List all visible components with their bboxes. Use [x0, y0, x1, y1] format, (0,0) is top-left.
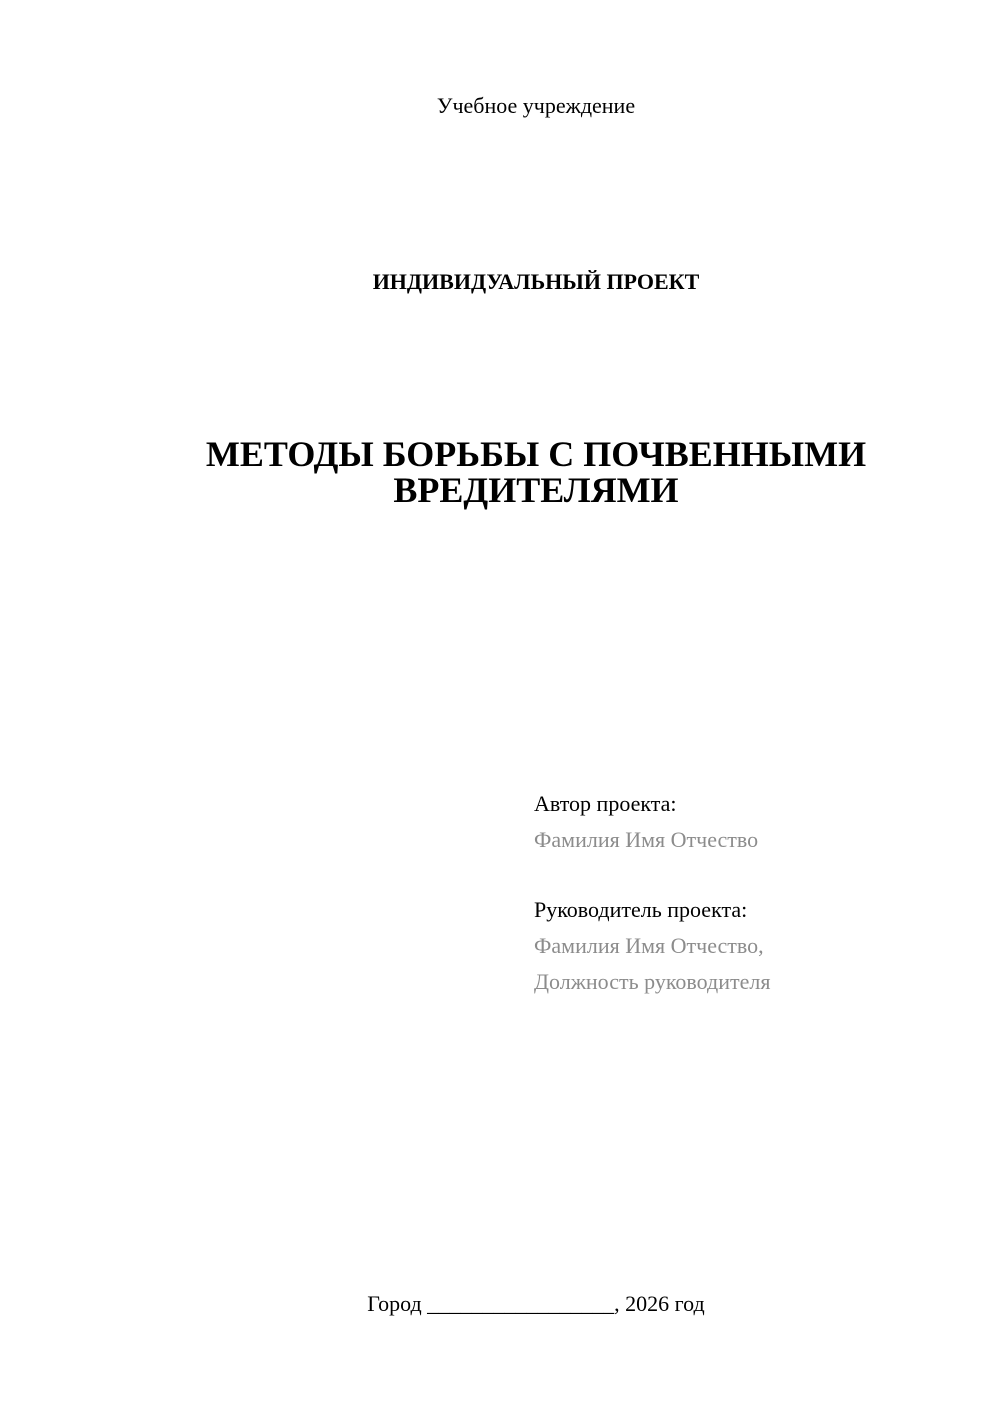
institution-name: Учебное учреждение — [436, 93, 636, 118]
supervisor-name: Фамилия Имя Отчество, — [534, 933, 764, 958]
author-label: Автор проекта: — [534, 791, 677, 816]
project-type-heading: ИНДИВИДУАЛЬНЫЙ ПРОЕКТ — [372, 269, 700, 294]
city-label: Город — [367, 1291, 422, 1316]
project-title-line-2: ВРЕДИТЕЛЯМИ — [393, 470, 679, 510]
supervisor-label: Руководитель проекта: — [534, 897, 748, 922]
author-block — [534, 786, 974, 858]
project-title — [0, 436, 1000, 508]
city-year-line — [0, 1290, 1000, 1318]
supervisor-position: Должность руководителя — [534, 969, 771, 994]
project-title-line-1: МЕТОДЫ БОРЬБЫ С ПОЧВЕННЫМИ — [205, 434, 867, 474]
supervisor-block — [534, 892, 974, 1000]
year-text: , 2026 год — [614, 1291, 705, 1316]
author-name: Фамилия Имя Отчество — [534, 827, 759, 852]
city-blank: _________________ — [427, 1291, 615, 1316]
